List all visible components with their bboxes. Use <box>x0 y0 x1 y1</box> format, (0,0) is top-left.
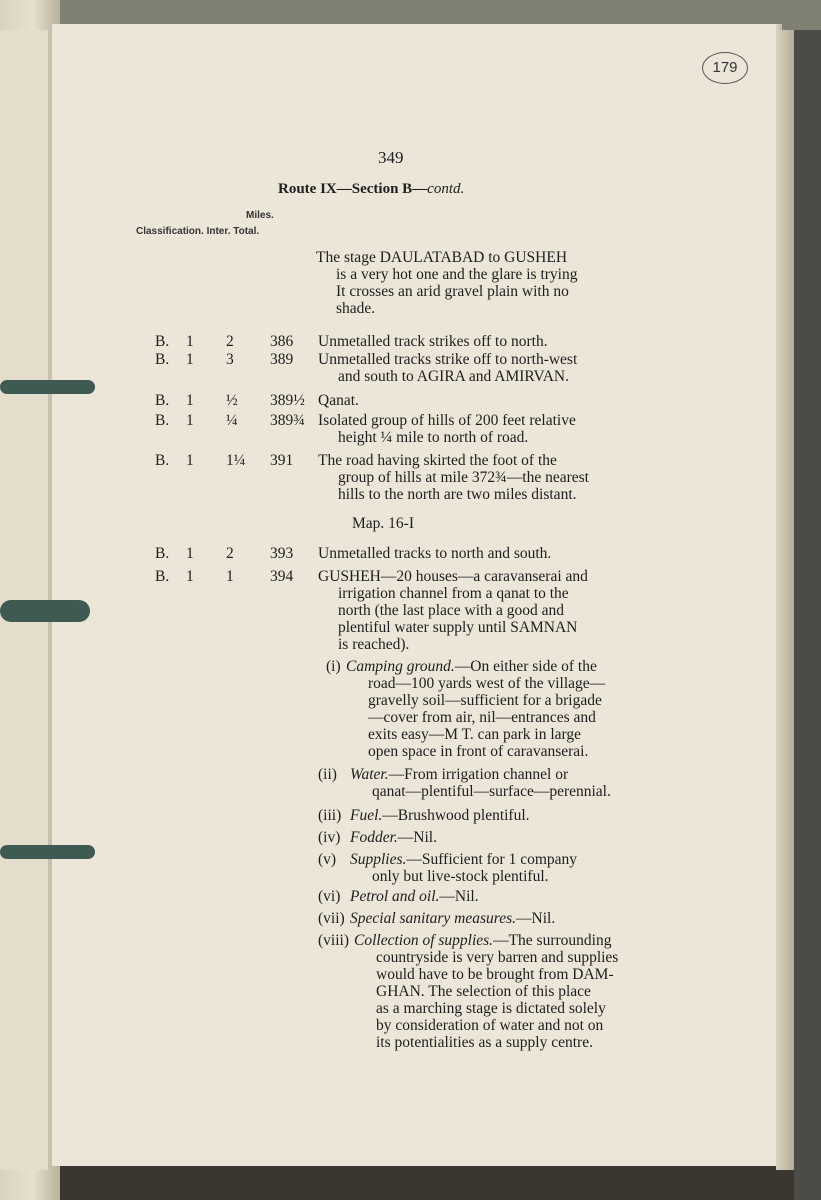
row-total-miles: 386 <box>270 333 294 350</box>
description-line: GUSHEH—20 houses—a caravanserai and <box>318 568 588 585</box>
row-inter-miles: 2 <box>226 545 234 562</box>
item-line: by consideration of water and not on <box>376 1017 604 1034</box>
description-line: irrigation channel from a qanat to the <box>338 585 569 602</box>
row-classification: B. <box>155 545 170 562</box>
description-line: group of hills at mile 372¾—the nearest <box>338 469 589 486</box>
row-class-number: 1 <box>186 568 194 585</box>
map-reference: Map. 16-I <box>352 515 414 532</box>
item-line: countryside is very barren and supplies <box>376 949 619 966</box>
section-heading: Route IX—Section B—contd. <box>278 181 465 197</box>
item-line: —cover from air, nil—entrances and <box>368 709 596 726</box>
description-line: Unmetalled track strikes off to north. <box>318 333 548 350</box>
column-header-miles: Miles. <box>246 210 274 221</box>
item-line: gravelly soil—sufficient for a brigade <box>368 692 602 709</box>
item-number: (i) <box>326 658 341 675</box>
row-class-number: 1 <box>186 412 194 429</box>
row-classification: B. <box>155 412 170 429</box>
item-text <box>350 829 437 846</box>
item-title: Supplies. <box>350 851 407 868</box>
item-number: (v) <box>318 851 337 868</box>
row-inter-miles: 1 <box>226 568 234 585</box>
item-line: —The surrounding <box>493 932 612 949</box>
row-description <box>318 568 588 653</box>
row-class-number: 1 <box>186 351 194 368</box>
description-line: is reached). <box>338 636 410 653</box>
item-title: Water. <box>350 766 389 783</box>
item-line: —Nil. <box>439 888 479 905</box>
item-line: its potentialities as a supply centre. <box>376 1034 593 1051</box>
item-line: —From irrigation channel or <box>388 766 569 783</box>
item-line: as a marching stage is dictated solely <box>376 1000 606 1017</box>
description-line: hills to the north are two miles distant. <box>338 486 577 503</box>
row-inter-miles: ¼ <box>226 412 238 429</box>
item-line: road—100 yards west of the village— <box>368 675 606 692</box>
item-title: Petrol and oil. <box>350 888 440 905</box>
item-text <box>350 851 577 885</box>
item-title: Fodder. <box>350 829 398 846</box>
row-description <box>318 452 589 503</box>
description-line: Unmetalled tracks strike off to north-west <box>318 351 578 368</box>
binding-thread <box>0 380 95 394</box>
folio-stamp: 179 <box>702 52 748 84</box>
row-classification: B. <box>155 351 170 368</box>
row-description <box>318 351 577 385</box>
row-total-miles: 394 <box>270 568 294 585</box>
item-line: —Brushwood plentiful. <box>382 807 530 824</box>
page-stack-edge <box>776 30 794 1170</box>
description-line: and south to AGIRA and AMIRVAN. <box>338 368 569 385</box>
item-number: (vi) <box>318 888 341 905</box>
row-classification: B. <box>155 452 170 469</box>
item-line: —Nil. <box>516 910 556 927</box>
item-text <box>350 888 479 905</box>
item-number: (vii) <box>318 910 345 927</box>
item-text <box>354 932 618 1051</box>
description-line: Unmetalled tracks to north and south. <box>318 545 552 562</box>
item-line: only but live-stock plentiful. <box>372 868 549 885</box>
item-number: (ii) <box>318 766 337 783</box>
description-line: Isolated group of hills of 200 feet relative <box>318 412 576 429</box>
row-description <box>318 392 359 409</box>
item-title: Special sanitary measures. <box>350 910 517 927</box>
row-total-miles: 389 <box>270 351 294 368</box>
item-line: GHAN. The selection of this place <box>376 983 591 1000</box>
item-line: qanat—plentiful—surface—perennial. <box>372 783 611 800</box>
row-class-number: 1 <box>186 452 194 469</box>
item-text <box>350 910 555 927</box>
binding-thread <box>0 845 95 859</box>
row-total-miles: 391 <box>270 452 294 469</box>
row-inter-miles: 3 <box>226 351 234 368</box>
row-class-number: 1 <box>186 392 194 409</box>
item-title: Camping ground. <box>346 658 455 675</box>
item-text <box>350 807 530 824</box>
item-line: —Sufficient for 1 company <box>406 851 578 868</box>
item-line: would have to be brought from DAM- <box>376 966 614 983</box>
row-inter-miles: ½ <box>226 392 238 409</box>
intro-paragraph: The stage DAULATABAD to GUSHEH is a very hot one and the glare is trying It crosses an arid gravel plain with no shade. <box>316 249 578 317</box>
description-line: plentiful water supply until SAMNAN <box>338 619 578 636</box>
column-header-labels: Classification. Inter. Total. <box>136 226 260 237</box>
item-number: (viii) <box>318 932 349 949</box>
row-class-number: 1 <box>186 333 194 350</box>
row-total-miles: 389½ <box>270 392 305 409</box>
binding-thread <box>0 600 90 622</box>
description-line: north (the last place with a good and <box>338 602 564 619</box>
item-number: (iv) <box>318 829 341 846</box>
row-description <box>318 412 576 446</box>
item-line: —On either side of the <box>454 658 597 675</box>
description-line: Qanat. <box>318 392 359 409</box>
row-total-miles: 389¾ <box>270 412 305 429</box>
row-description <box>318 545 551 562</box>
book-cover <box>794 30 821 1200</box>
row-total-miles: 393 <box>270 545 294 562</box>
row-classification: B. <box>155 392 170 409</box>
item-line: open space in front of caravanserai. <box>368 743 589 760</box>
row-inter-miles: 2 <box>226 333 234 350</box>
description-line: height ¼ mile to north of road. <box>338 429 529 446</box>
row-classification: B. <box>155 333 170 350</box>
page-number: 349 <box>378 148 404 167</box>
row-class-number: 1 <box>186 545 194 562</box>
item-number: (iii) <box>318 807 342 824</box>
item-text <box>346 658 605 760</box>
row-classification: B. <box>155 568 170 585</box>
item-line: —Nil. <box>397 829 437 846</box>
item-text <box>350 766 611 800</box>
row-inter-miles: 1¼ <box>226 452 246 469</box>
row-description <box>318 333 548 350</box>
description-line: The road having skirted the foot of the <box>318 452 557 469</box>
item-title: Fuel. <box>350 807 383 824</box>
item-line: exits easy—M T. can park in large <box>368 726 582 743</box>
item-title: Collection of supplies. <box>354 932 494 949</box>
